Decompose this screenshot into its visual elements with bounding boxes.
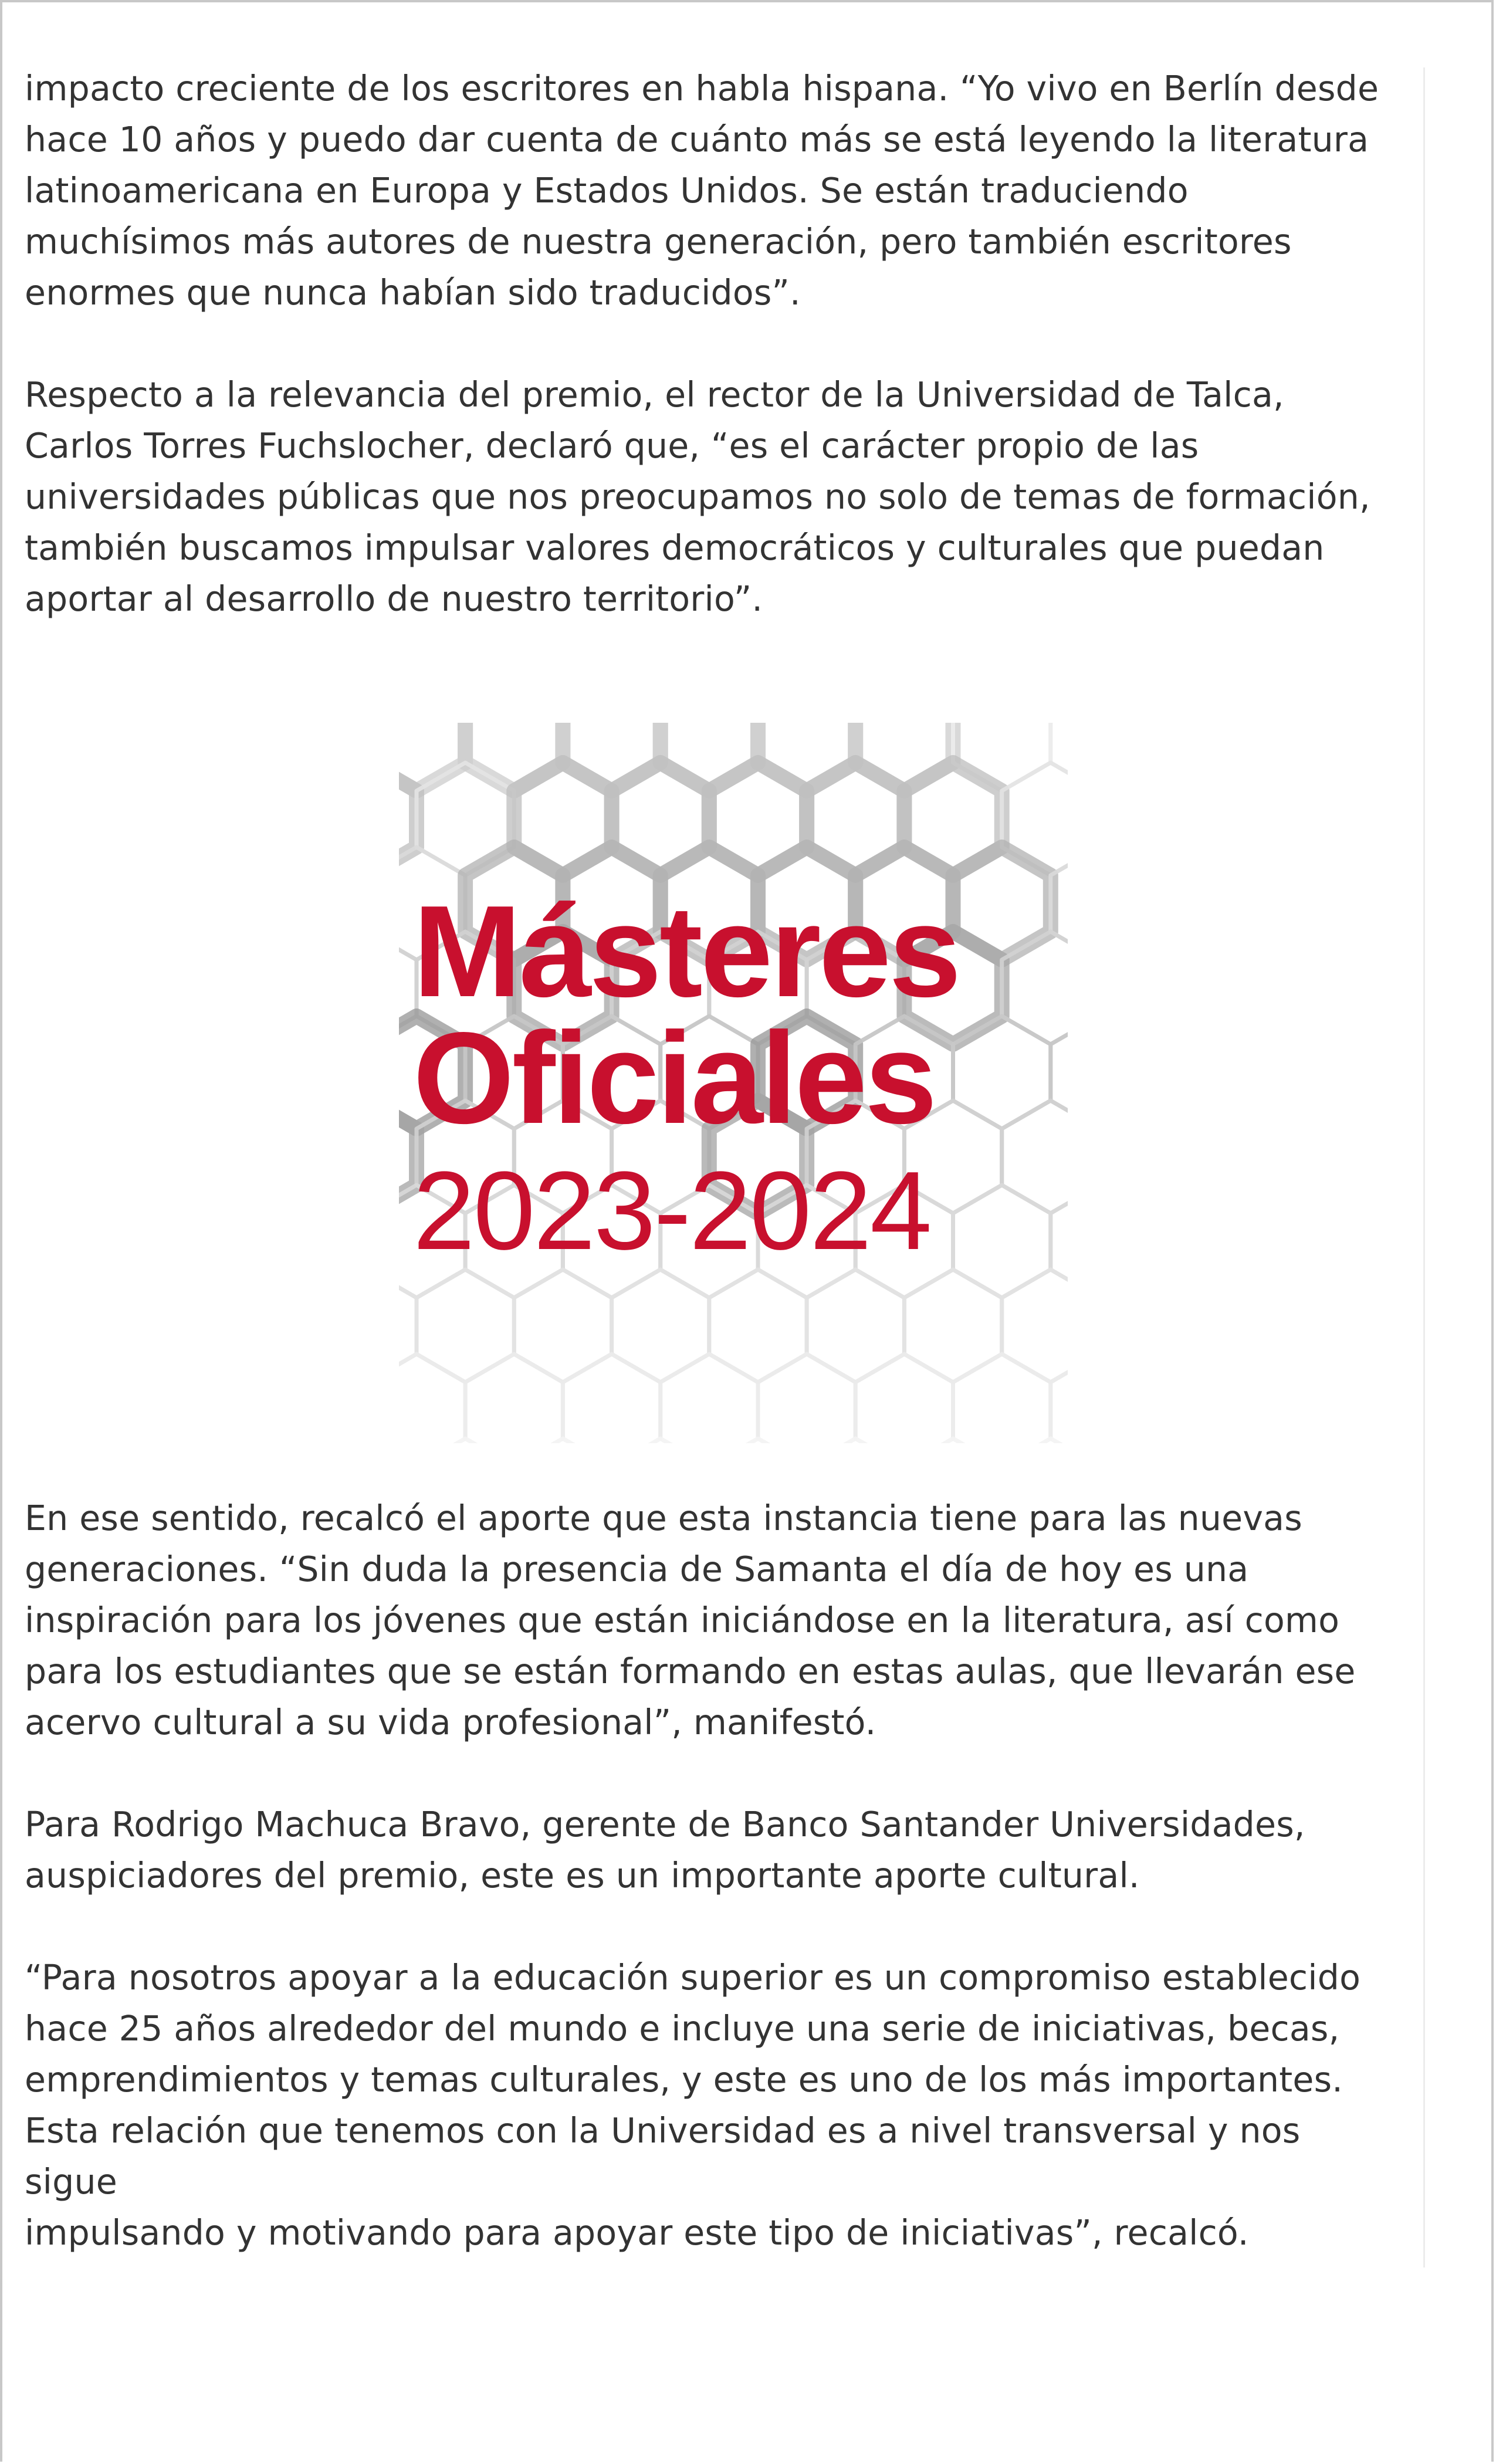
article-paragraph: “Para nosotros apoyar a la educación superior es un compromiso establecido hace 25 años alrededor del mundo e incluye una serie de iniciativas, becas, emprendimientos y temas culturales, y este es uno de los más importantes. Esta relación que tenemos con la Universidad es a nivel transversal y nos sigue impulsando y motivando para apoyar este tipo de iniciativas”, recalcó. [25,1958,1361,2253]
article-paragraph: Para Rodrigo Machuca Bravo, gerente de Banco Santander Universidades, auspiciadores del premio, este es un importante aporte cultural. [25,1805,1305,1896]
article-body-bottom [25,1493,1397,2259]
ad-title-line-2: Oficiales [413,1006,935,1151]
ad-year-range: 2023-2024 [413,1149,930,1273]
article-paragraph: impacto creciente de los escritores en habla hispana. “Yo vivo en Berlín desde hace 10 años y puedo dar cuenta de cuánto más se está leyendo la literatura latinoamericana en Europa y Estados Unidos. Se están traduciendo muchísimos más autores de nuestra generación, pero también escritores enormes que nunca habían sido traducidos”. [25,69,1379,313]
ad-text [413,879,1064,1275]
article-paragraph: En ese sentido, recalcó el aporte que esta instancia tiene para las nuevas generaciones. “Sin duda la presencia de Samanta el día de hoy es una inspiración para los jóvenes que están iniciándose en la literatura, así como para los estudiantes que se están formando en estas aulas, que llevarán ese acervo cultural a su vida profesional”, manifestó. [25,1498,1356,1742]
article-body-top [25,63,1397,625]
ad-title-line-1: Másteres [413,879,959,1024]
sidebar-divider [1423,67,1425,2267]
masters-ad-banner[interactable] [399,723,1068,1443]
article-paragraph: Respecto a la relevancia del premio, el rector de la Universidad de Talca, Carlos Torres Fuchslocher, declaró que, “es el carácter propio de las universidades públicas que nos preocupamos no solo de temas de formación, también buscamos impulsar valores democráticos y culturales que puedan aportar al desarrollo de nuestro territorio”. [25,375,1370,619]
